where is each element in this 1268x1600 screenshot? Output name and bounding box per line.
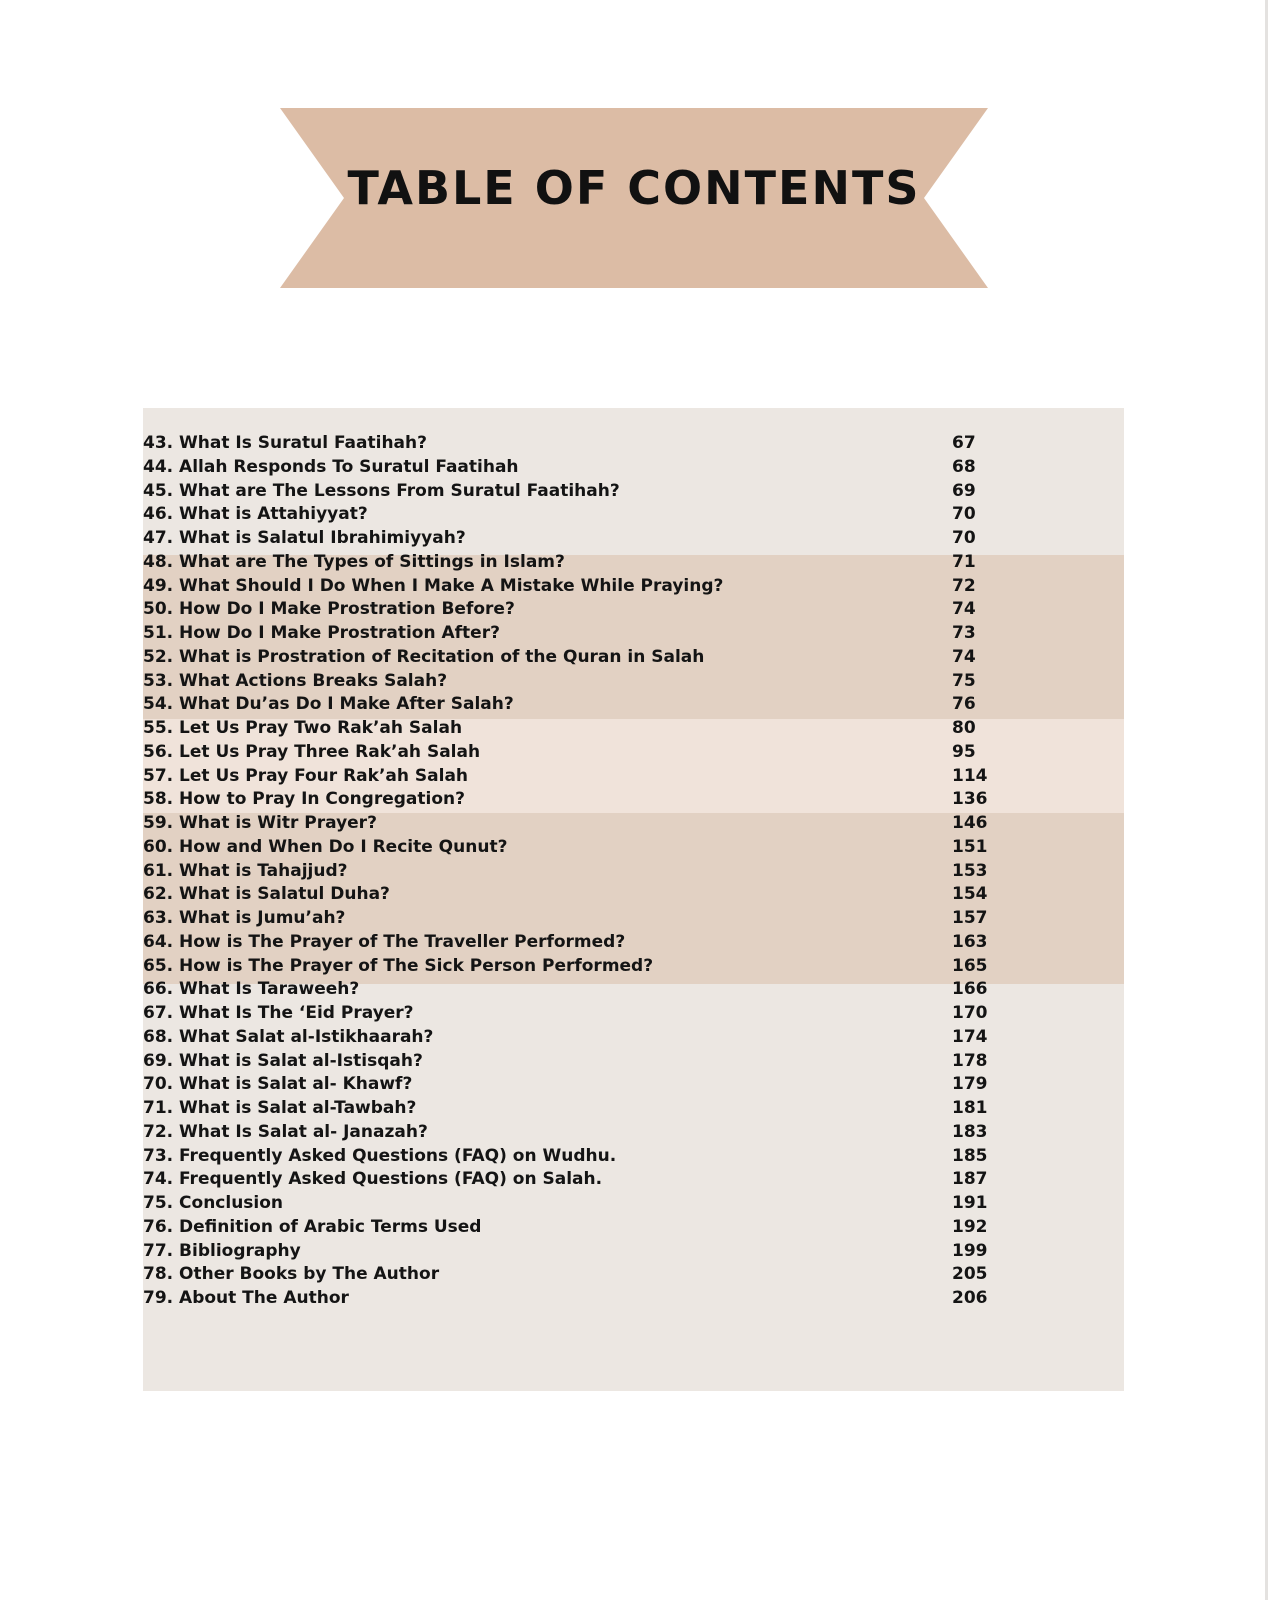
- toc-entry[interactable]: [143, 527, 1124, 551]
- toc-entry[interactable]: [143, 836, 1124, 860]
- title-banner: [280, 108, 988, 288]
- toc-entry[interactable]: [143, 717, 1124, 741]
- toc-entry-page: 205: [952, 1264, 988, 1285]
- toc-entry-title: 46. What is Attahiyyat?: [143, 504, 368, 525]
- toc-entry[interactable]: [143, 646, 1124, 670]
- toc-entry[interactable]: [143, 1026, 1124, 1050]
- toc-entry[interactable]: [143, 1192, 1124, 1216]
- toc-entry-page: 74: [952, 599, 976, 620]
- toc-entry-page: 178: [952, 1050, 988, 1071]
- toc-entry-page: 191: [952, 1193, 988, 1213]
- toc-entry[interactable]: [143, 693, 1124, 717]
- toc-entry-title: 76. Definition of Arabic Terms Used: [143, 1216, 482, 1237]
- toc-entry-page: 185: [952, 1145, 988, 1166]
- toc-entry-page: 73: [952, 623, 976, 643]
- toc-entry-title: 74. Frequently Asked Questions (FAQ) on Salah.: [143, 1169, 603, 1190]
- toc-entry[interactable]: [143, 860, 1124, 884]
- toc-entry[interactable]: [143, 1240, 1124, 1264]
- toc-entry-page: 69: [952, 480, 976, 501]
- toc-entry-page: 68: [952, 456, 976, 477]
- toc-entry[interactable]: [143, 1216, 1124, 1240]
- toc-entry[interactable]: [143, 432, 1124, 456]
- toc-entry-page: 174: [952, 1026, 988, 1047]
- toc-entry[interactable]: [143, 1168, 1124, 1192]
- toc-entry-title: 52. What is Prostration of Recitation of the Quran in Salah: [143, 646, 705, 667]
- toc-entry-title: 44. Allah Responds To Suratul Faatihah: [143, 456, 519, 477]
- toc-entry-page: 80: [952, 718, 976, 738]
- toc-entry-title: 53. What Actions Breaks Salah?: [143, 670, 448, 691]
- toc-entry-title: 56. Let Us Pray Three Rak’ah Salah: [143, 741, 481, 762]
- toc-entry-page: 72: [952, 575, 976, 596]
- toc-entry-page: 70: [952, 504, 976, 525]
- toc-entry-page: 165: [952, 955, 988, 976]
- toc-entry[interactable]: [143, 503, 1124, 527]
- toc-entry-page: 183: [952, 1121, 988, 1142]
- toc-entry[interactable]: [143, 622, 1124, 646]
- toc-entry-title: 54. What Du’as Do I Make After Salah?: [143, 694, 514, 715]
- toc-entry-page: 166: [952, 979, 988, 1000]
- toc-entry-page: 206: [952, 1288, 988, 1308]
- toc-entry-title: 70. What is Salat al- Khawf?: [143, 1074, 413, 1095]
- toc-entry-title: 69. What is Salat al-Istisqah?: [143, 1050, 423, 1071]
- toc-entry-page: 192: [952, 1216, 988, 1237]
- toc-entry[interactable]: [143, 551, 1124, 575]
- toc-entry-title: 77. Bibliography: [143, 1240, 301, 1261]
- toc-entry[interactable]: [143, 575, 1124, 599]
- toc-entry-title: 60. How and When Do I Recite Qunut?: [143, 836, 508, 857]
- toc-entry[interactable]: [143, 456, 1124, 480]
- toc-entry[interactable]: [143, 1121, 1124, 1145]
- toc-entry-page: 153: [952, 860, 988, 881]
- toc-entry[interactable]: [143, 670, 1124, 694]
- toc-entry-title: 65. How is The Prayer of The Sick Person Performed?: [143, 955, 654, 976]
- toc-entry[interactable]: [143, 1145, 1124, 1169]
- toc-entry-page: 181: [952, 1098, 988, 1118]
- toc-entry-title: 72. What Is Salat al- Janazah?: [143, 1121, 428, 1142]
- toc-entry-title: 63. What is Jumu’ah?: [143, 908, 346, 928]
- toc-entry[interactable]: [143, 1263, 1124, 1287]
- toc-entry[interactable]: [143, 1050, 1124, 1074]
- toc-entry-page: 70: [952, 528, 976, 548]
- toc-entry[interactable]: [143, 1097, 1124, 1121]
- toc-entry[interactable]: [143, 1002, 1124, 1026]
- toc-entry-page: 146: [952, 813, 988, 833]
- toc-entry[interactable]: [143, 883, 1124, 907]
- toc-entry-title: 48. What are The Types of Sittings in Islam?: [143, 551, 565, 572]
- toc-entry[interactable]: [143, 765, 1124, 789]
- toc-entry-title: 51. How Do I Make Prostration After?: [143, 623, 500, 643]
- toc-entry-title: 75. Conclusion: [143, 1193, 284, 1213]
- toc-entry-title: 71. What is Salat al-Tawbah?: [143, 1098, 417, 1118]
- toc-entry[interactable]: [143, 812, 1124, 836]
- toc-entry-page: 154: [952, 884, 988, 905]
- toc-entry-title: 61. What is Tahajjud?: [143, 860, 348, 881]
- toc-entry[interactable]: [143, 931, 1124, 955]
- toc-entry-page: 74: [952, 646, 976, 667]
- toc-entry-page: 157: [952, 908, 988, 928]
- toc-entry[interactable]: [143, 907, 1124, 931]
- toc-entry-title: 49. What Should I Do When I Make A Mistake While Praying?: [143, 575, 724, 596]
- toc-entry-page: 76: [952, 694, 976, 715]
- toc-entry-title: 57. Let Us Pray Four Rak’ah Salah: [143, 765, 469, 786]
- toc-entry-title: 55. Let Us Pray Two Rak’ah Salah: [143, 718, 463, 738]
- toc-entry-page: 71: [952, 551, 976, 572]
- toc-entry-title: 79. About The Author: [143, 1288, 349, 1308]
- toc-entry-title: 58. How to Pray In Congregation?: [143, 789, 466, 810]
- toc-entry[interactable]: [143, 1287, 1124, 1311]
- page-title: TABLE OF CONTENTS: [347, 161, 921, 215]
- toc-entry-title: 64. How is The Prayer of The Traveller Performed?: [143, 931, 626, 952]
- toc-entry-title: 66. What Is Taraweeh?: [143, 979, 360, 1000]
- toc-entry-title: 59. What is Witr Prayer?: [143, 813, 377, 833]
- toc-entry[interactable]: [143, 741, 1124, 765]
- toc-entry-page: 75: [952, 670, 976, 691]
- toc-entry-title: 43. What Is Suratul Faatihah?: [143, 433, 427, 453]
- toc-entry-page: 179: [952, 1074, 988, 1095]
- toc-entry-page: 163: [952, 931, 988, 952]
- toc-list: [143, 432, 1124, 1311]
- toc-entry-page: 170: [952, 1003, 988, 1023]
- toc-entry-title: 68. What Salat al-Istikhaarah?: [143, 1026, 434, 1047]
- toc-entry[interactable]: [143, 978, 1124, 1002]
- toc-entry-title: 78. Other Books by The Author: [143, 1264, 440, 1285]
- toc-entry[interactable]: [143, 955, 1124, 979]
- toc-entry-title: 50. How Do I Make Prostration Before?: [143, 599, 515, 620]
- toc-entry-title: 45. What are The Lessons From Suratul Faatihah?: [143, 480, 620, 501]
- toc-entry[interactable]: [143, 788, 1124, 812]
- toc-entry[interactable]: [143, 1073, 1124, 1097]
- toc-entry-page: 151: [952, 836, 988, 857]
- toc-entry-page: 136: [952, 789, 988, 810]
- toc-entry-page: 95: [952, 741, 976, 762]
- toc-entry-page: 187: [952, 1169, 988, 1190]
- toc-entry-title: 47. What is Salatul Ibrahimiyyah?: [143, 528, 466, 548]
- toc-entry-page: 114: [952, 765, 988, 786]
- toc-entry-page: 199: [952, 1240, 988, 1261]
- toc-entry[interactable]: [143, 598, 1124, 622]
- toc-entry-title: 67. What Is The ‘Eid Prayer?: [143, 1003, 414, 1023]
- toc-panel: [143, 408, 1124, 1391]
- toc-entry-page: 67: [952, 433, 976, 453]
- toc-entry-title: 73. Frequently Asked Questions (FAQ) on Wudhu.: [143, 1145, 617, 1166]
- toc-entry[interactable]: [143, 480, 1124, 504]
- toc-entry-title: 62. What is Salatul Duha?: [143, 884, 390, 905]
